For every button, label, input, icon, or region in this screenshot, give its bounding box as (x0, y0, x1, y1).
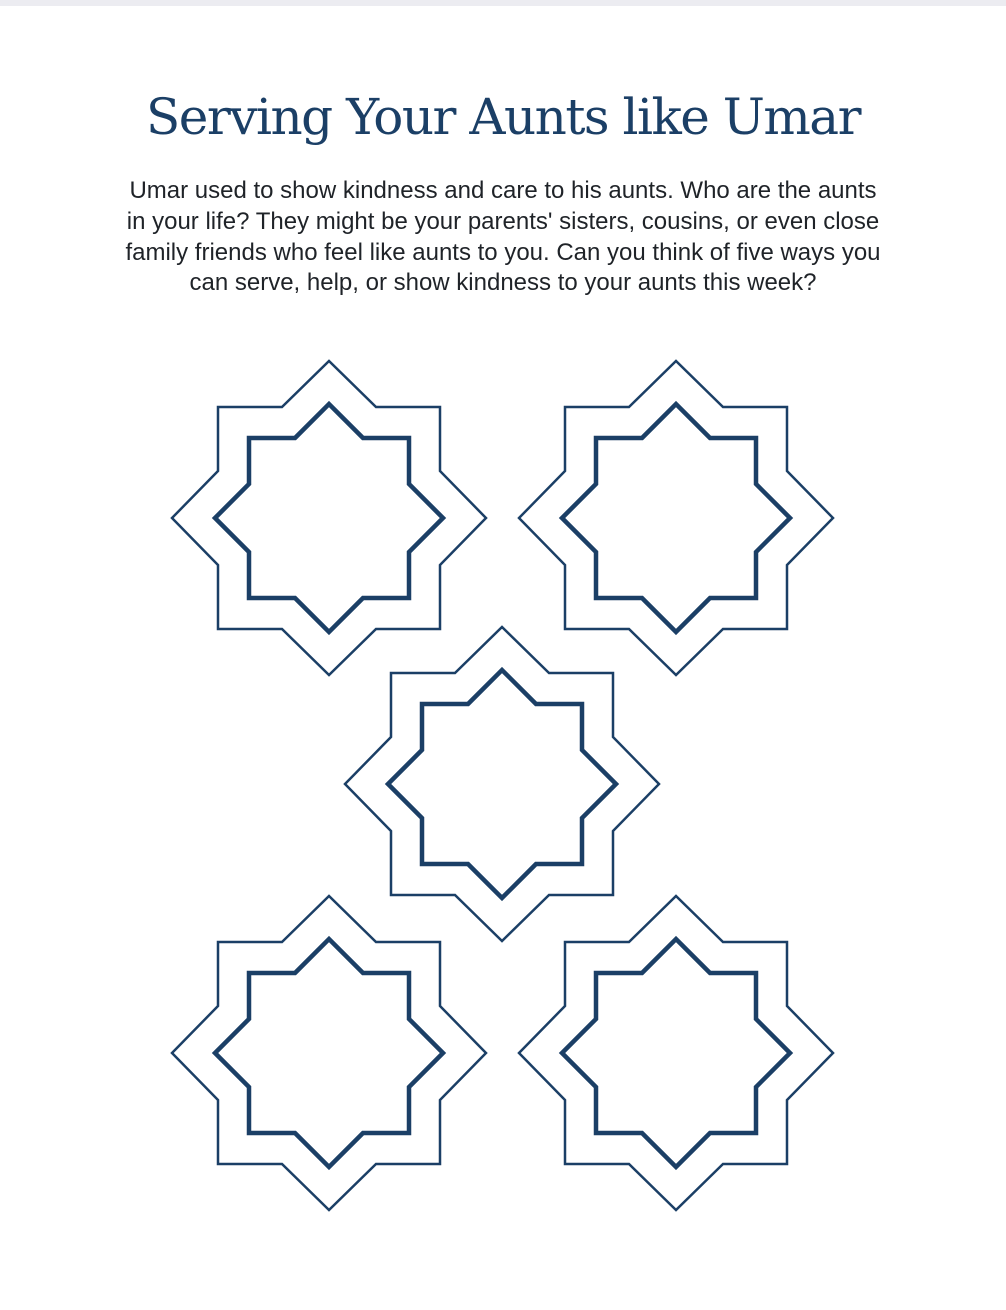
star-frame-icon[interactable] (345, 627, 659, 941)
star-frame-icon[interactable] (172, 896, 486, 1210)
page-title: Serving Your Aunts like Umar (145, 88, 861, 146)
star-frame-icon[interactable] (519, 361, 833, 675)
instructions-text: Umar used to show kindness and care to his aunts. Who are the aunts in your life? They might be your parents' sisters, cousins, or even close family friends who feel like aunts to you. Can you think of five ways you can serve, help, or show kindness to your aunts this week? (125, 177, 881, 297)
star-frame-icon[interactable] (172, 361, 486, 675)
star-frame-icon[interactable] (519, 896, 833, 1210)
